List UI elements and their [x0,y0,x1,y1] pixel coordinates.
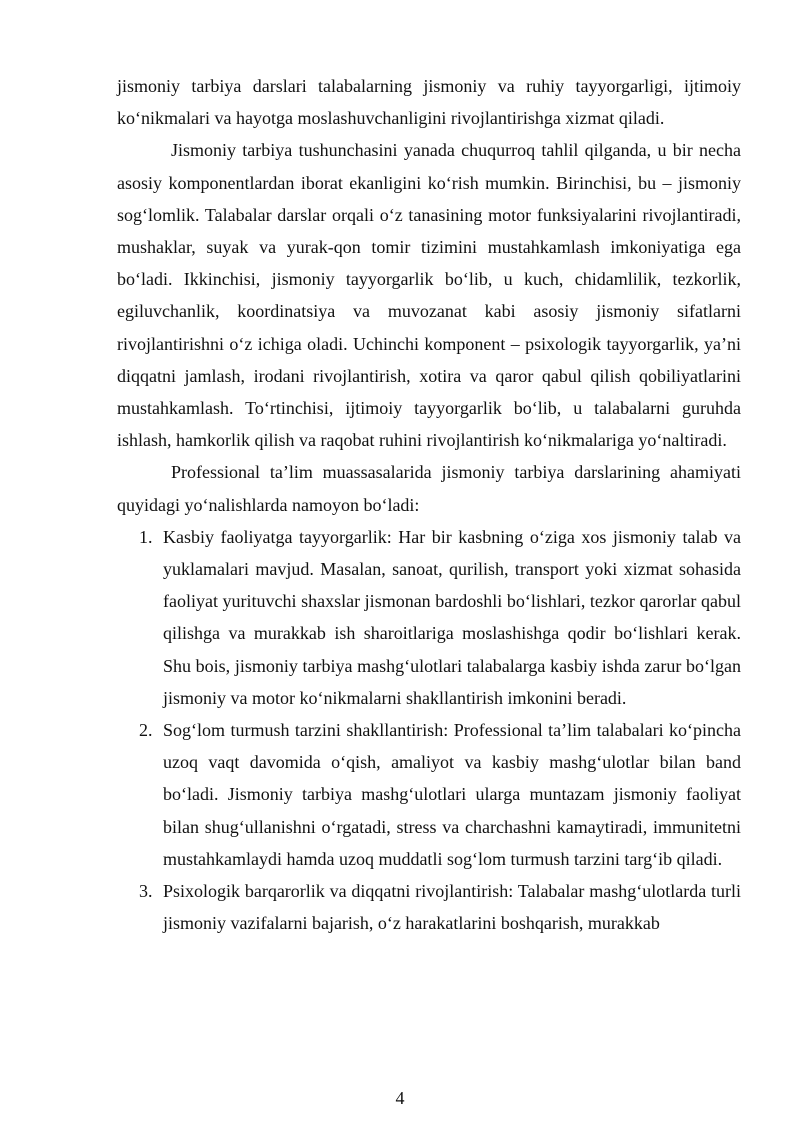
paragraph-importance-intro: Professional ta’lim muassasalarida jismoniy tarbiya darslarining ahamiyati quyidagi yo‘nalishlarda namoyon bo‘ladi: [117,462,741,515]
list-item-number: 1. [139,526,153,547]
numbered-list [117,521,741,940]
paragraph-continuation: jismoniy tarbiya darslari talabalarning jismoniy va ruhiy tayyorgarligi, ijtimoiy ko‘nikmalari va hayotga moslashuvchanligini rivojlantirishga xizmat qiladi. [117,76,741,129]
list-item [117,521,741,714]
list-item-text: Kasbiy faoliyatga tayyorgarlik: Har bir kasbning o‘ziga xos jismoniy talab va yuklamalari mavjud. Masalan, sanoat, qurilish, transport yoki xizmat sohasida faoliyat yurituvchi shaxslar jismonan bardoshli bo‘lishlari, tezkor qarorlar qabul qilishga va murakkab ish sharoitlariga moslashishga qodir bo‘lishlari kerak. Shu bois, jismoniy tarbiya mashg‘ulotlari talabalarga kasbiy ishda zarur bo‘lgan jismoniy va motor ko‘nikmalarni shakllantirish imkonini beradi. [163,526,741,708]
page-body [117,70,741,939]
list-item-number: 3. [139,881,153,902]
paragraph-components: Jismoniy tarbiya tushunchasini yanada chuqurroq tahlil qilganda, u bir necha asosiy komponentlardan iborat ekanligini ko‘rish mumkin. Birinchisi, bu – jismoniy sog‘lomlik. Talabalar darslar orqali o‘z tanasining motor funksiyalarini rivojlantiradi, mushaklar, suyak va yurak-qon tomir tizimini mustahkamlash imkoniyatiga ega bo‘ladi. Ikkinchisi, jismoniy tayyorgarlik bo‘lib, u kuch, chidamlilik, tezkorlik, egiluvchanlik, koordinatsiya va muvozanat kabi asosiy jismoniy sifatlarni rivojlantirishni o‘z ichiga oladi. Uchinchi komponent – psixologik tayyorgarlik, ya’ni diqqatni jamlash, irodani rivojlantirish, xotira va qaror qabul qilish qobiliyatlarini mustahkamlash. To‘rtinchisi, ijtimoiy tayyorgarlik bo‘lib, u talabalarni guruhda ishlash, hamkorlik qilish va raqobat ruhini rivojlantirish ko‘nikmalariga yo‘naltiradi. [117,140,741,451]
list-item-text: Psixologik barqarorlik va diqqatni rivojlantirish: Talabalar mashg‘ulotlarda turli jismoniy vazifalarni bajarish, o‘z harakatlarini boshqarish, murakkab [163,881,741,934]
list-item-text: Sog‘lom turmush tarzini shakllantirish: Professional ta’lim talabalari ko‘pincha uzoq vaqt davomida o‘qish, amaliyot va kasbiy mashg‘ulotlar bilan band bo‘ladi. Jismoniy tarbiya mashg‘ulotlari ularga muntazam jismoniy faoliyat bilan shug‘ullanishni o‘rgatadi, stress va charchashni kamaytiradi, immunitetni mustahkamlaydi hamda uzoq muddatli sog‘lom turmush tarzini targ‘ib qiladi. [163,720,741,869]
list-item [117,714,741,875]
list-item-number: 2. [139,720,153,741]
list-item [117,875,741,939]
page-number: 4 [395,1088,405,1108]
